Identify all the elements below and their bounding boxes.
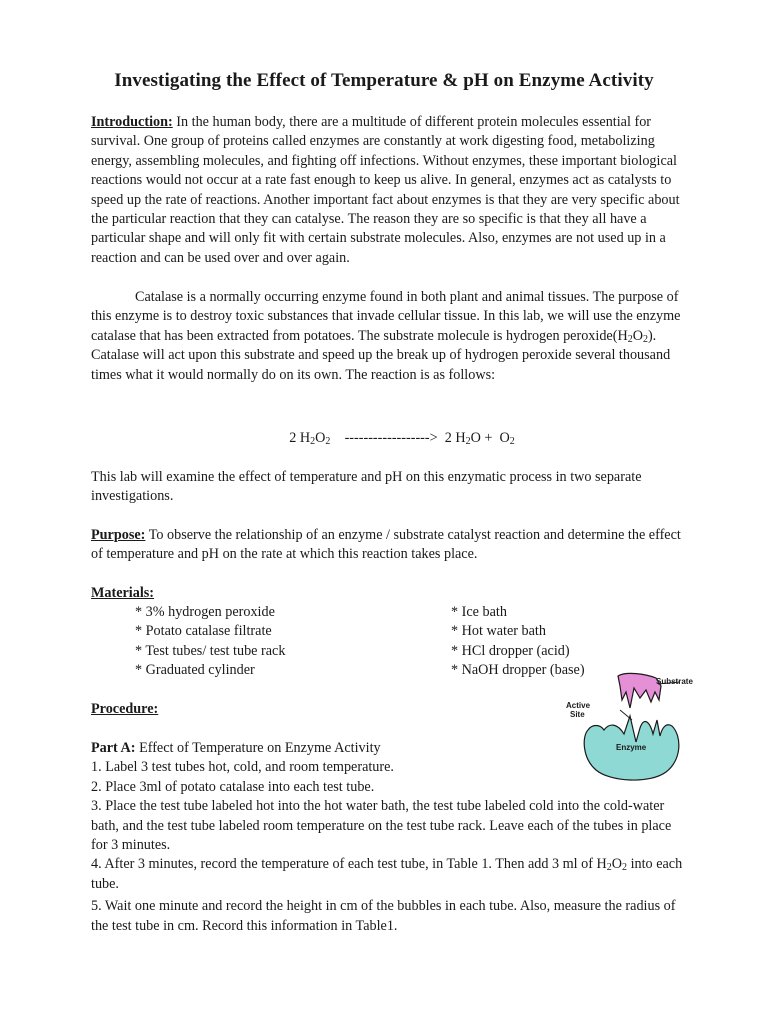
reaction-equation — [0, 430, 768, 447]
material-item: * Graduated cylinder — [135, 662, 255, 679]
step4-sub1: 2 — [606, 862, 612, 874]
material-item: * Hot water bath — [451, 623, 546, 640]
enzyme-substrate-diagram — [560, 672, 710, 784]
active-site-label-1: Active — [566, 701, 591, 710]
introduction-section — [91, 113, 691, 268]
introduction-heading: Introduction: — [91, 114, 173, 130]
material-item: * Ice bath — [451, 604, 507, 620]
purpose-text: To observe the relationship of an enzyme / substrate catalyst reaction and determine the effect of temperature and pH on the rate at which this reaction takes place. — [91, 527, 681, 563]
step4-o: O — [611, 856, 623, 873]
procedure-step-4 — [91, 855, 691, 894]
substrate-label: Substrate — [656, 677, 693, 686]
eq-left-sub1: 2 — [310, 436, 316, 447]
procedure-step-3: 3. Place the test tube labeled hot into the hot water bath, the test tube labeled cold into the cold-water bath, and the test tube labeled room temperature on the test tube rack. Leave each of the tubes in place for 3 minutes. — [91, 798, 672, 854]
lab-paragraph: This lab will examine the effect of temperature and pH on this enzymatic process in two separate investigations. — [91, 469, 642, 505]
material-item: * HCl dropper (acid) — [451, 642, 570, 659]
introduction-paragraph-1: In the human body, there are a multitude of different protein molecules essential for survival. One group of proteins called enzymes are constantly at work digesting food, metabolizing energy, assembling molecules, and fighting off infections. Without enzymes, these important biological reactions would not occur at a rate fast enough to keep us alive. In general, enzymes act as catalysts to speed up the rate of reactions. Another important fact about enzymes is that they are very specific about the particular reaction that they can catalyse. The reason they are so specific is that they all have a particular shape and will only fit with certain substrate molecules. Also, enzymes are not used up in a reaction and can be used over and over again. — [91, 114, 680, 266]
procedure-step-5: 5. Wait one minute and record the height in cm of the bubbles in each tube. Also, measure the radius of the test tube in cm. Record this information in Table1. — [91, 898, 676, 934]
catalase-paragraph — [91, 288, 691, 385]
material-item: * Test tubes/ test tube rack — [135, 642, 286, 659]
step4-text-b: into each tube. — [91, 856, 683, 892]
catalase-text-3: ). Catalase will act upon this substrate and speed up the break up of hydrogen peroxide several thousand times what it would normally do on its own. The reaction is as follows: — [91, 327, 671, 383]
purpose-heading: Purpose: — [91, 527, 146, 543]
procedure-heading: Procedure: — [91, 701, 159, 717]
enzyme-label: Enzyme — [616, 743, 647, 752]
eq-left-sub2: 2 — [325, 436, 331, 447]
active-site-label-2: Site — [570, 710, 585, 719]
catalase-sub-2: 2 — [642, 333, 648, 345]
material-item: * Potato catalase filtrate — [135, 623, 272, 640]
procedure-step-1: 1. Label 3 test tubes hot, cold, and room temperature. — [91, 759, 394, 776]
step4-text: 4. After 3 minutes, record the temperature of each test tube, in Table 1. Then add 3 ml of H — [91, 856, 607, 873]
part-a-label: Part A: — [91, 740, 136, 756]
step4-sub2: 2 — [622, 862, 628, 874]
eq-left-o: O — [315, 430, 326, 446]
eq-left-coef: 2 H — [289, 430, 311, 446]
part-a-title: Effect of Temperature on Enzyme Activity — [139, 740, 381, 756]
eq-arrow: ------------------> — [344, 430, 438, 446]
catalase-text-1: Catalase is a normally occurring enzyme found in both plant and animal tissues. The purpose of this enzyme is to destroy toxic substances that invade cellular tissue. In this lab, we will use the enzyme catalase that has been extracted from potatoes. The substrate molecule is hydrogen peroxide(H — [91, 289, 681, 344]
material-item: * NaOH dropper (base) — [451, 662, 585, 679]
eq-right1: 2 H — [444, 430, 466, 446]
eq-right2-sub: 2 — [509, 436, 515, 447]
materials-left-list — [135, 603, 285, 681]
eq-right1-o: O + — [470, 430, 493, 446]
materials-heading-row — [91, 584, 691, 603]
eq-right2: O — [499, 430, 510, 446]
materials-heading: Materials: — [91, 585, 155, 601]
eq-right1-sub: 2 — [465, 436, 471, 447]
materials-right-list — [451, 603, 585, 681]
page-title: Investigating the Effect of Temperature & pH on Enzyme Activity — [114, 70, 654, 91]
procedure-step-2: 2. Place 3ml of potato catalase into each test tube. — [91, 778, 375, 795]
substrate-shape — [618, 673, 661, 708]
purpose-section — [91, 526, 691, 565]
material-item: * 3% hydrogen peroxide — [135, 604, 275, 620]
catalase-text-2: O — [632, 327, 643, 344]
catalase-sub-1: 2 — [627, 333, 633, 345]
